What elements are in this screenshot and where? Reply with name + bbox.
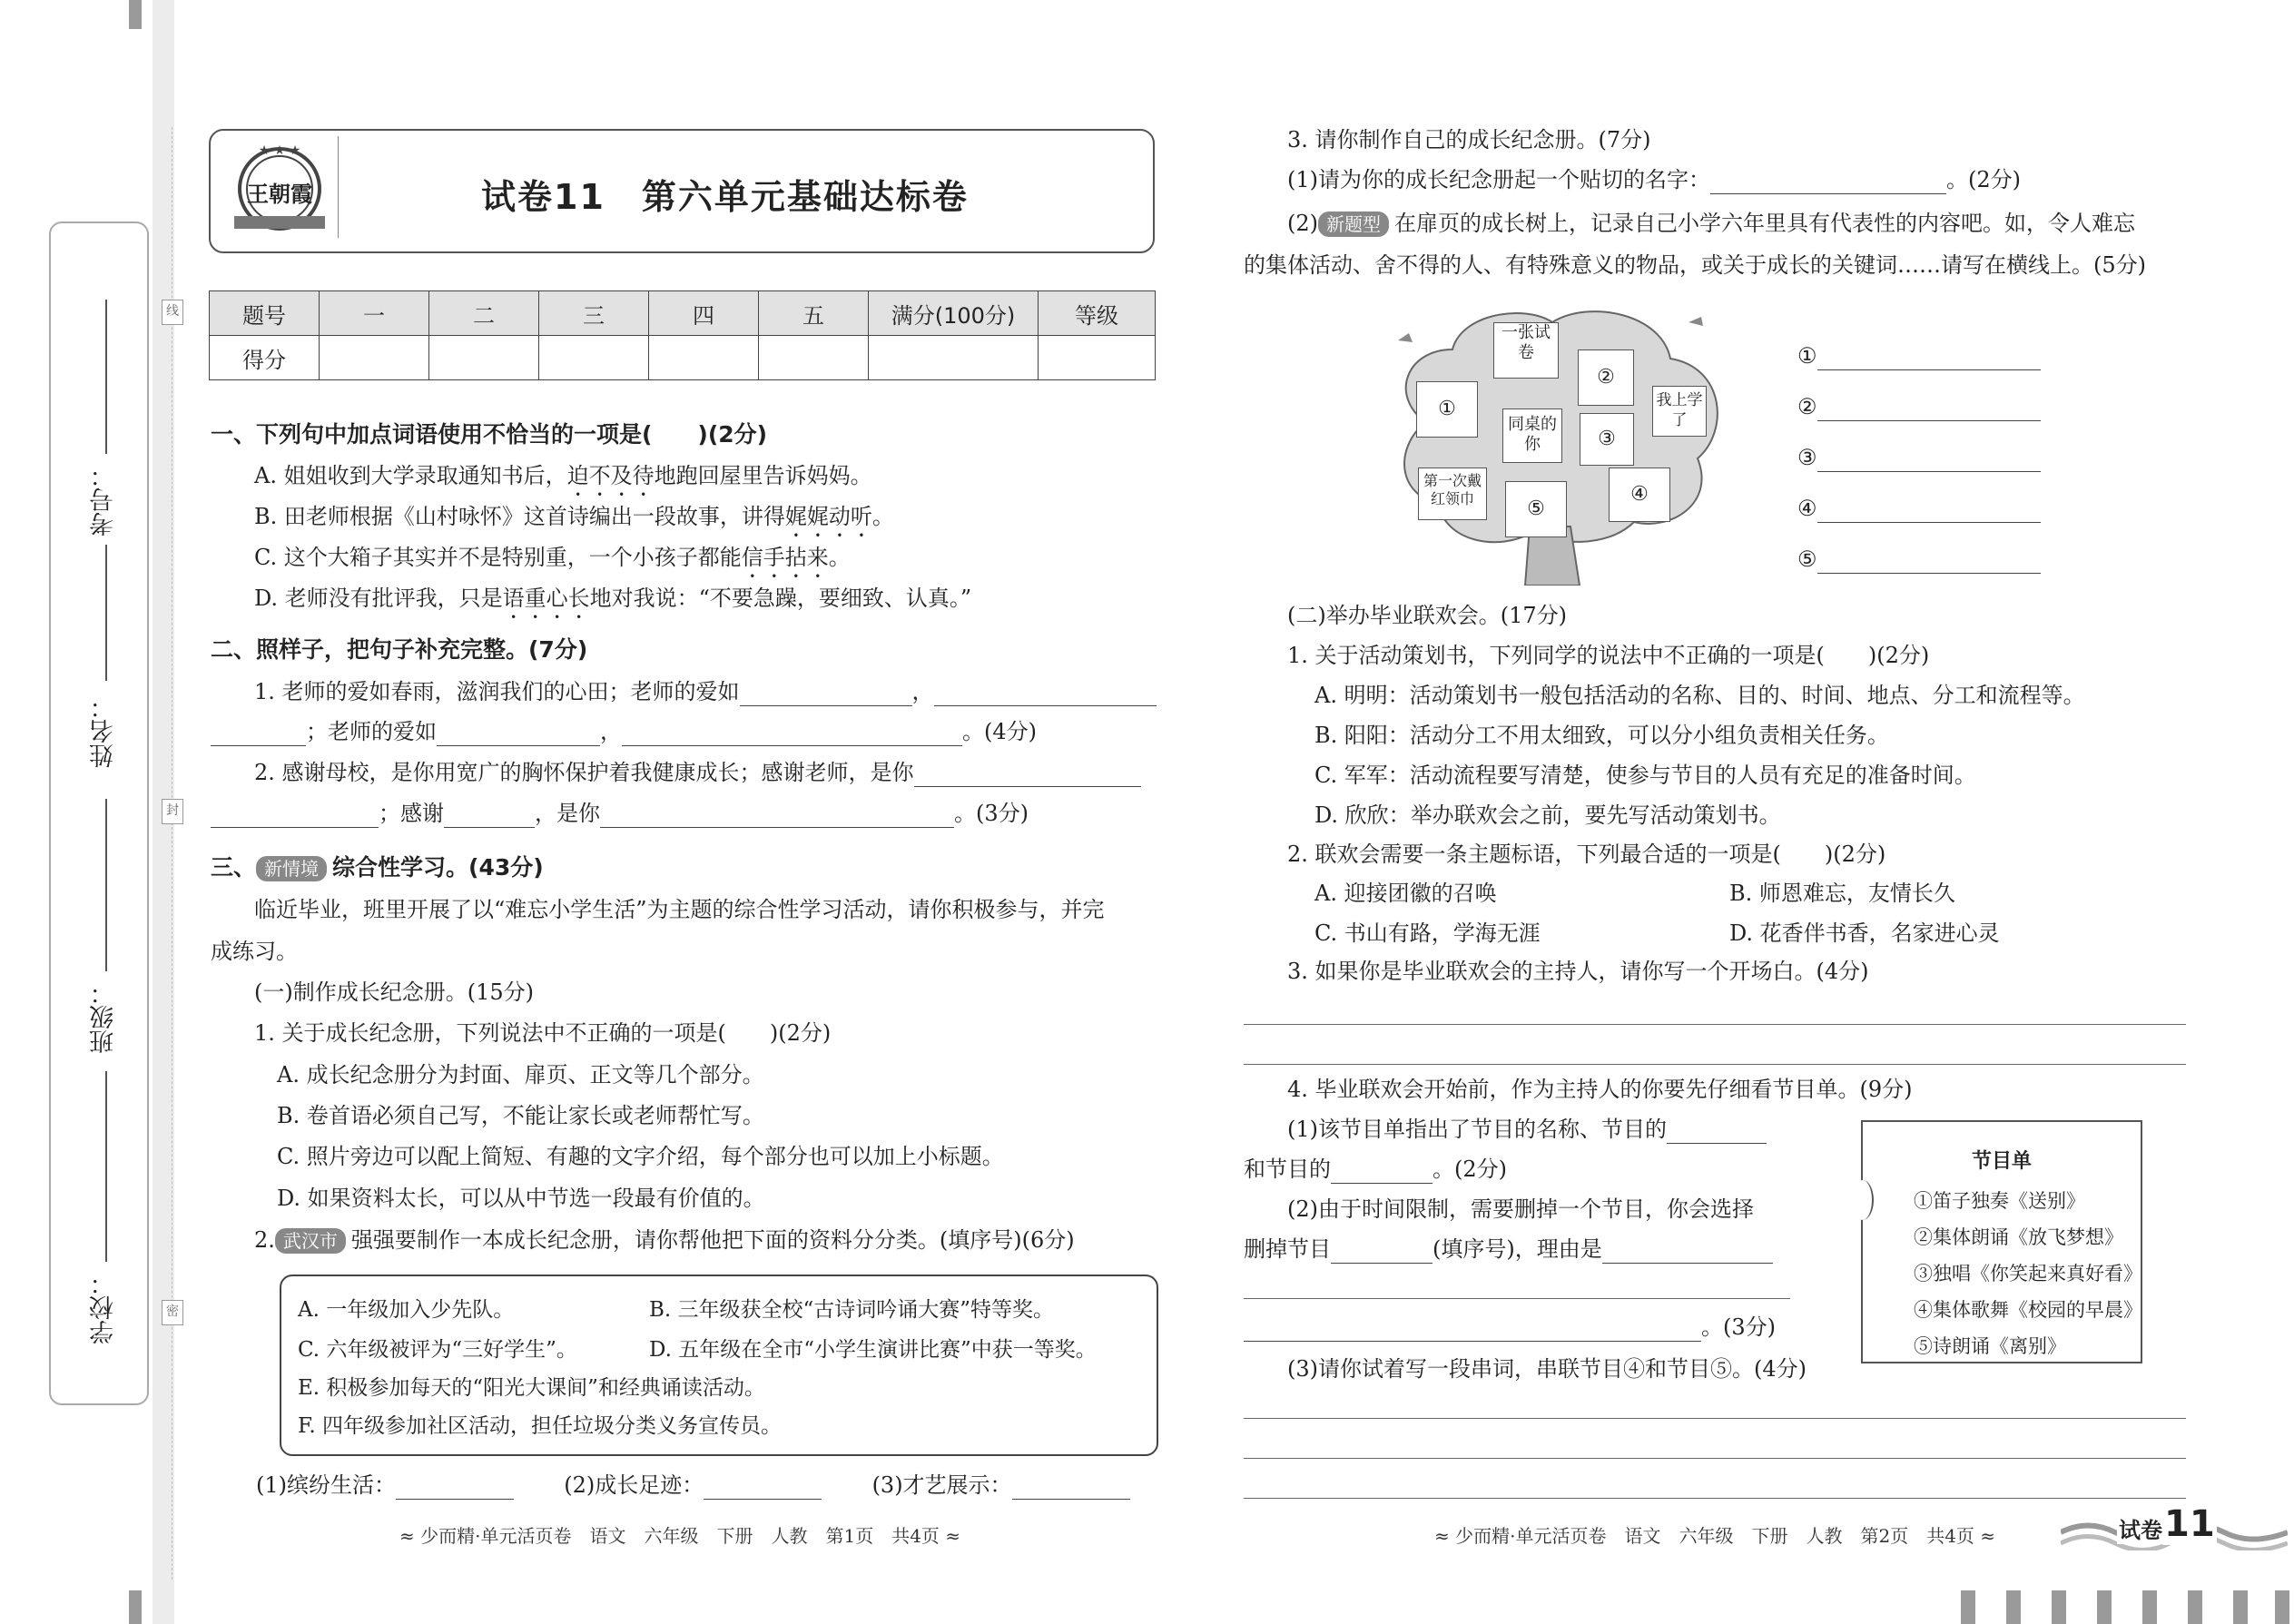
p1-q1-option-c[interactable]: C. 照片旁边可以配上简短、有趣的文字介绍，每个部分也可以加上小标题。	[277, 1144, 1004, 1169]
answer-number: ①	[1797, 343, 1817, 369]
answer-blank[interactable]	[211, 722, 306, 746]
s2-question-2-line1	[254, 758, 1141, 787]
region-tag: 武汉市	[275, 1228, 346, 1254]
material-f: F. 四年级参加社区活动，担任垃圾分类义务宣传员。	[298, 1414, 782, 1438]
question-text: 。(3分)	[954, 801, 1029, 826]
answer-blank[interactable]	[1244, 1317, 1701, 1342]
brand-logo	[225, 136, 339, 238]
p2-question-2: 2. 联欢会需要一条主题标语，下列最合适的一项是( )(2分)	[1287, 842, 1886, 867]
page-badge	[2061, 1505, 2288, 1550]
p2-q1-option-d[interactable]: D. 欣欣：举办联欢会之前，要先写活动策划书。	[1314, 802, 1781, 828]
s3-intro-line2: 成练习。	[211, 939, 298, 964]
answer-number: ②	[1797, 394, 1817, 419]
score-cell[interactable]	[649, 336, 759, 380]
p2-q4-part1-line1	[1244, 1115, 1767, 1144]
top-edge-strip	[129, 0, 142, 29]
bind-mark-line: 线	[162, 300, 183, 325]
q3-part-2-line1	[1287, 209, 2135, 238]
answer-blank[interactable]	[1331, 1159, 1433, 1184]
answer-blank[interactable]	[934, 682, 1157, 706]
answer-blank[interactable]	[914, 763, 1141, 787]
question-text: (1)该节目单指出了节目的名称、节目的	[1287, 1117, 1667, 1142]
material-e: E. 积极参加每天的“阳光大课间”和经典诵读活动。	[298, 1376, 765, 1400]
answer-blank[interactable]	[1602, 1239, 1773, 1264]
option-text: 。	[871, 504, 894, 529]
section-title-text: 综合性学习。(43分)	[332, 854, 544, 881]
p2-q4-part1-line2	[1244, 1155, 1507, 1184]
class-line	[105, 799, 107, 971]
logo-text: 王朝霞	[247, 181, 312, 207]
tree-answer-5	[1797, 545, 2041, 574]
p1-question-1: 1. 关于成长纪念册，下列说法中不正确的一项是( )(2分)	[254, 1020, 832, 1046]
option-text: C. 这个大箱子其实并不是特别重，一个小孩子都能	[254, 545, 742, 570]
material-b: B. 三年级获全校“古诗词吟诵大赛”特等奖。	[649, 1298, 1055, 1322]
question-text: (2)由于时间限制，需要删掉一个节目，你会选择	[1287, 1196, 1754, 1222]
section-1-title: 一、下列句中加点词语使用不恰当的一项是( )(2分)	[211, 421, 768, 448]
left-footer: ≈ 少而精·单元活页卷 语文 六年级 下册 人教 第1页 共4页 ≈	[399, 1525, 961, 1547]
page-label: 试卷	[2117, 1512, 2164, 1544]
p2-q4-part3: (3)请你试着写一段串词，串联节目④和节目⑤。(4分)	[1287, 1356, 1807, 1382]
name-label: 姓名：	[90, 694, 118, 768]
question-text: 和节目的	[1244, 1156, 1331, 1182]
p2-q2-option-c[interactable]: C. 书山有路，学海无涯	[1314, 920, 1541, 946]
dotted-word: 迫不及待	[566, 463, 655, 488]
tree-note: ④	[1609, 468, 1670, 522]
score-cell[interactable]	[1039, 336, 1156, 380]
s1-option-c[interactable]	[254, 543, 851, 583]
category-label: (3)才艺展示：	[871, 1472, 1012, 1498]
tree-answer-3	[1797, 443, 2041, 472]
answer-blank[interactable]	[396, 1475, 514, 1500]
answer-number: ⑤	[1797, 546, 1817, 572]
table-header-cell: 等级	[1039, 291, 1156, 336]
score-cell[interactable]	[320, 336, 429, 380]
question-number: 2.	[254, 1227, 275, 1253]
category-label: (1)缤纷生活：	[256, 1472, 396, 1498]
writing-line[interactable]	[1244, 1418, 2186, 1419]
score-cell[interactable]	[759, 336, 869, 380]
answer-blank[interactable]	[1817, 346, 2041, 370]
tree-note: ①	[1416, 381, 1478, 438]
question-text: (1)请为你的成长纪念册起一个贴切的名字：	[1287, 167, 1710, 192]
tree-note: 我上学了	[1652, 386, 1707, 437]
score-table	[209, 290, 1156, 380]
student-info-sidebar	[49, 221, 149, 1405]
program-item: ⑤诗朗诵《离别》	[1914, 1335, 2066, 1357]
question-text: 在扉页的成长树上，记录自己小学六年里具有代表性的内容吧。如，令人难忘	[1394, 211, 2135, 236]
category-row	[256, 1471, 1130, 1500]
writing-line[interactable]	[1244, 1458, 2186, 1459]
p2-question-1: 1. 关于活动策划书，下列同学的说法中不正确的一项是( )(2分)	[1287, 643, 1930, 668]
table-header-cell: 五	[759, 291, 869, 336]
p2-q1-option-c[interactable]: C. 军军：活动流程要写清楚，使参与节目的人员有充足的准备时间。	[1314, 763, 1976, 788]
q3-part-2-line2: 的集体活动、舍不得的人、有特殊意义的物品，或关于成长的关键词……请写在横线上。(5分)	[1244, 252, 2146, 278]
question-text: (填序号)，理由是	[1433, 1236, 1602, 1262]
question-text: 删掉节目	[1244, 1236, 1331, 1262]
name-line	[105, 545, 107, 681]
writing-line[interactable]	[1244, 1064, 2186, 1065]
table-header-cell: 一	[320, 291, 429, 336]
score-cell[interactable]	[429, 336, 539, 380]
table-header-cell: 题号	[210, 291, 320, 336]
program-card-notch	[1852, 1180, 1874, 1220]
school-line	[105, 1071, 107, 1262]
answer-number: ④	[1797, 496, 1817, 521]
question-text: 。(2分)	[1433, 1156, 1507, 1182]
question-text: 1. 老师的爱如春雨，滋润我们的心田；老师的爱如	[254, 679, 740, 704]
question-text: ；感谢	[379, 801, 444, 826]
question-text: 强强要制作一本成长纪念册，请你帮他把下面的资料分分类。(填序号)(6分)	[350, 1227, 1075, 1253]
material-d: D. 五年级在全市“小学生演讲比赛”中获一等奖。	[649, 1338, 1097, 1362]
question-text: ，是你	[535, 801, 600, 826]
page-title: 试卷11 第六单元基础达标卷	[481, 177, 969, 217]
tree-note: ⑤	[1505, 481, 1567, 537]
growth-tree-illustration	[1371, 295, 1734, 586]
p2-q4-part2-line2	[1244, 1235, 1773, 1264]
bind-mark-seal: 封	[162, 799, 183, 824]
answer-blank[interactable]	[1667, 1119, 1767, 1144]
s1-option-b[interactable]	[254, 502, 894, 542]
school-label: 学校：	[90, 1271, 118, 1344]
tree-note: 一张试卷	[1493, 322, 1559, 379]
answer-blank[interactable]	[600, 803, 954, 828]
score-cell[interactable]	[539, 336, 649, 380]
p2-q1-option-b[interactable]: B. 阳阳：活动分工不用太细致，可以分小组负责相关任务。	[1314, 723, 1889, 748]
class-label: 班级：	[90, 980, 118, 1054]
category-label: (2)成长足迹：	[564, 1472, 704, 1498]
answer-number: ③	[1797, 445, 1817, 470]
question-text: 。(3分)	[1701, 1314, 1776, 1340]
program-item: ①笛子独奏《送别》	[1914, 1190, 2085, 1212]
dotted-word: 信手拈来	[741, 545, 829, 570]
program-title: 节目单	[1971, 1150, 2032, 1173]
answer-blank[interactable]	[622, 722, 962, 746]
material-c: C. 六年级被评为“三好学生”。	[298, 1338, 577, 1362]
right-footer: ≈ 少而精·单元活页卷 语文 六年级 下册 人教 第2页 共4页 ≈	[1434, 1525, 1996, 1547]
program-item: ④集体歌舞《校园的早晨》	[1914, 1299, 2142, 1321]
answer-blank[interactable]	[1710, 170, 1946, 194]
writing-line[interactable]	[1244, 1024, 2186, 1025]
part-2-title: (二)举办毕业联欢会。(17分)	[1287, 603, 1567, 628]
table-header-cell: 满分(100分)	[869, 291, 1039, 336]
tree-note: 同桌的你	[1502, 408, 1562, 463]
dotted-word: 语重心长	[502, 586, 590, 611]
s2-question-2-line2	[211, 799, 1029, 828]
answer-blank[interactable]	[1817, 549, 2041, 574]
tree-answer-4	[1797, 494, 2041, 523]
section-number: 三、	[211, 854, 257, 881]
tree-note: ③	[1580, 413, 1634, 466]
exam-number-label: 考号：	[90, 463, 118, 536]
q3-title: 3. 请你制作自己的成长纪念册。(7分)	[1287, 127, 1651, 153]
dotted-word: 娓娓动听	[784, 504, 872, 529]
section-3-title	[211, 853, 544, 882]
tree-note: 第一次戴红领巾	[1418, 468, 1487, 520]
p1-q1-option-d[interactable]: D. 如果资料太长，可以从中节选一段最有价值的。	[277, 1186, 765, 1211]
p2-q2-option-b[interactable]: B. 师恩难忘，友情长久	[1729, 881, 1955, 906]
option-text: 。	[828, 545, 851, 570]
bottom-edge-strip	[129, 1590, 142, 1624]
p2-q2-option-d[interactable]: D. 花香伴书香，名家进心灵	[1729, 920, 2000, 946]
page-number: 11	[2164, 1503, 2215, 1545]
writing-line[interactable]	[1244, 1498, 2186, 1499]
p1-q1-option-a[interactable]: A. 成长纪念册分为封面、扉页、正文等几个部分。	[277, 1062, 764, 1088]
material-a: A. 一年级加入少先队。	[298, 1298, 515, 1322]
p2-q1-option-a[interactable]: A. 明明：活动策划书一般包括活动的名称、目的、时间、地点、分工和流程等。	[1314, 683, 2085, 708]
p2-q2-option-a[interactable]: A. 迎接团徽的召唤	[1314, 881, 1497, 906]
part-1-title: (一)制作成长纪念册。(15分)	[254, 979, 534, 1005]
section-2-title: 二、照样子，把句子补充完整。(7分)	[211, 636, 588, 663]
question-text: 。(4分)	[962, 719, 1037, 744]
option-text: D. 老师没有批评我，只是	[254, 586, 503, 611]
p2-question-4: 4. 毕业联欢会开始前，作为主持人的你要先仔细看节目单。(9分)	[1287, 1077, 1913, 1102]
q3-part-1	[1287, 165, 2021, 194]
exam-number-line	[105, 300, 107, 454]
option-text: 地跑回屋里告诉妈妈。	[654, 463, 872, 488]
program-item: ②集体朗诵《放飞梦想》	[1914, 1226, 2123, 1248]
program-list-card	[1861, 1120, 2142, 1363]
bind-mark-secret: 密	[162, 1300, 183, 1325]
s1-option-d[interactable]	[254, 584, 971, 624]
p2-q4-part2-line4	[1244, 1313, 1776, 1342]
answer-blank[interactable]	[1817, 397, 2041, 421]
answer-blank[interactable]	[1817, 448, 2041, 472]
answer-blank[interactable]	[437, 722, 600, 746]
option-text: B. 田老师根据《山村咏怀》这首诗编出一段故事，讲得	[254, 504, 785, 529]
program-item: ③独唱《你笑起来真好看》	[1914, 1263, 2142, 1284]
table-header-cell: 三	[539, 291, 649, 336]
question-text: 2. 感谢母校，是你用宽广的胸怀保护着我健康成长；感谢老师，是你	[254, 760, 914, 785]
option-text: A. 姐姐收到大学录取通知书后，	[254, 463, 567, 488]
tree-note: ②	[1578, 349, 1634, 406]
s2-question-1-line2: ；老师的爱如 ， 。(4分)	[211, 717, 1037, 746]
answer-blank[interactable]	[444, 803, 535, 828]
s1-option-a[interactable]	[254, 461, 872, 501]
score-table-row	[210, 336, 1156, 380]
answer-blank[interactable]	[1817, 498, 2041, 523]
table-row-label: 得分	[210, 336, 320, 380]
score-cell[interactable]	[869, 336, 1039, 380]
bottom-bar-strips	[1961, 1590, 2294, 1624]
question-text: 。(2分)	[1946, 167, 2021, 192]
p2-q4-part2-line1	[1287, 1195, 1754, 1224]
answer-blank[interactable]	[704, 1475, 822, 1500]
p2-question-3: 3. 如果你是毕业联欢会的主持人，请你写一个开场白。(4分)	[1287, 959, 1869, 984]
writing-line[interactable]	[1244, 1298, 1790, 1299]
score-table-header-row	[210, 291, 1156, 336]
s3-intro-line1: 临近毕业，班里开展了以“难忘小学生活”为主题的综合性学习活动，请你积极参与，并完	[254, 897, 1105, 922]
tree-answer-2	[1797, 392, 2041, 421]
s2-question-1-line1: 1. 老师的爱如春雨，滋润我们的心田；老师的爱如 ，	[254, 677, 1157, 706]
new-context-tag: 新情境	[256, 856, 327, 881]
question-number: (2)	[1287, 211, 1318, 236]
p1-question-2	[254, 1225, 1075, 1255]
new-type-tag: 新题型	[1318, 212, 1389, 237]
answer-blank[interactable]	[1331, 1239, 1433, 1264]
answer-blank[interactable]	[740, 682, 912, 706]
p1-q1-option-b[interactable]: B. 卷首语必须自己写，不能让家长或老师帮忙写。	[277, 1103, 764, 1128]
table-header-cell: 四	[649, 291, 759, 336]
answer-blank[interactable]	[1012, 1475, 1130, 1500]
table-header-cell: 二	[429, 291, 539, 336]
answer-blank[interactable]	[211, 803, 379, 828]
tree-answer-1	[1797, 341, 2041, 370]
svg-text:★ ★ ★: ★ ★ ★	[258, 143, 301, 158]
option-text: 地对我说：“不要急躁，要细致、认真。”	[589, 586, 972, 611]
question-text: ；老师的爱如	[306, 719, 437, 744]
